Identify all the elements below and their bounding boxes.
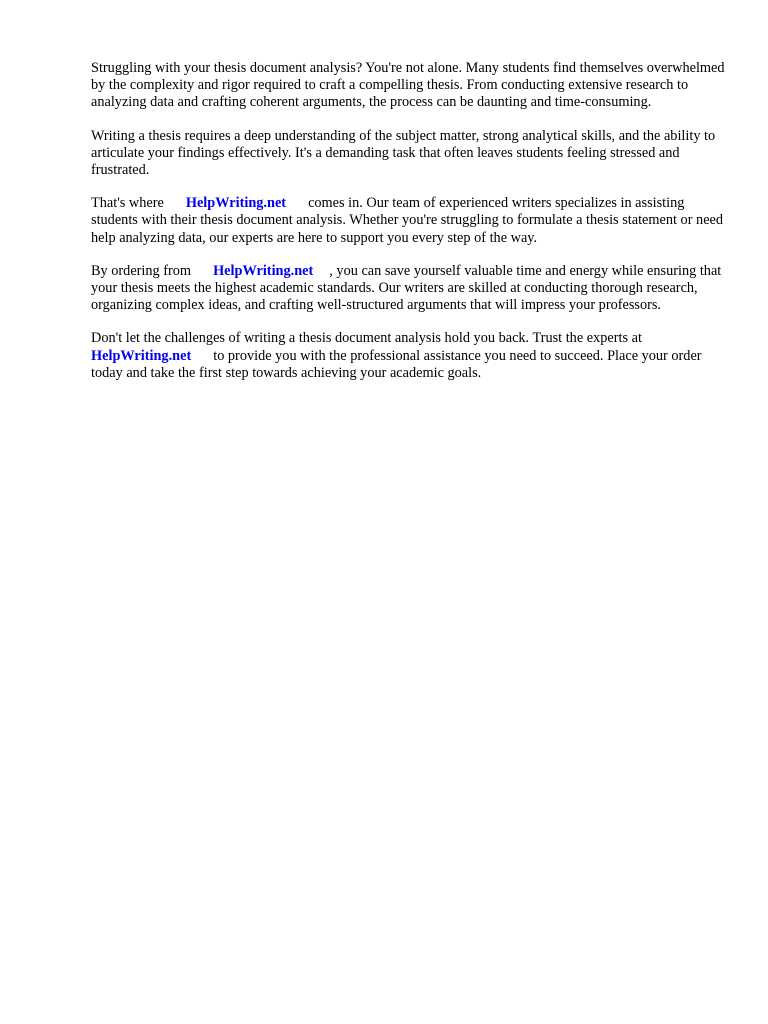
paragraph-4-text-after: , you can save yourself valuable time and energy while ensuring that your thesis meets the highest academic standards. Our writers are skilled at conducting thorough research, organizing complex ideas, and crafting well-structured arguments that will impress your professors. (91, 262, 722, 314)
paragraph-2-text: Writing a thesis requires a deep understanding of the subject matter, strong analytical skills, and the ability to articulate your findings effectively. It's a demanding task that often leaves students feeling stressed and frustrated. (91, 127, 716, 179)
paragraph-5-text-after: to provide you with the professional assistance you need to succeed. Place your order today and take the first step towards achieving your academic goals. (91, 347, 702, 381)
paragraph-4 (91, 263, 731, 315)
paragraph-3-text-after: comes in. Our team of experienced writers specializes in assisting students with their thesis document analysis. Whether you're struggling to formulate a thesis statement or need help analyzing data, our experts are here to support you every step of the way. (91, 195, 724, 246)
paragraph-1-text: Struggling with your thesis document analysis? You're not alone. Many students find themselves overwhelmed by the complexity and rigor required to craft a compelling thesis. From conducting extensive research to analyzing data and crafting coherent arguments, the process can be daunting and time-consuming. (91, 60, 725, 111)
paragraph-2 (91, 128, 731, 180)
paragraph-3-text-before: That's where (91, 195, 164, 212)
document-page (91, 60, 731, 398)
helpwriting-link-2[interactable]: HelpWriting.net (213, 262, 314, 279)
paragraph-1 (91, 60, 731, 112)
paragraph-5-text-before: Don't let the challenges of writing a thesis document analysis hold you back. Trust the experts at (91, 330, 642, 347)
helpwriting-link-1[interactable]: HelpWriting.net (185, 195, 287, 212)
paragraph-4-text-before: By ordering from (91, 262, 192, 279)
paragraph-5 (91, 330, 731, 382)
paragraph-3 (91, 195, 731, 247)
helpwriting-link-3[interactable]: HelpWriting.net (91, 347, 192, 364)
